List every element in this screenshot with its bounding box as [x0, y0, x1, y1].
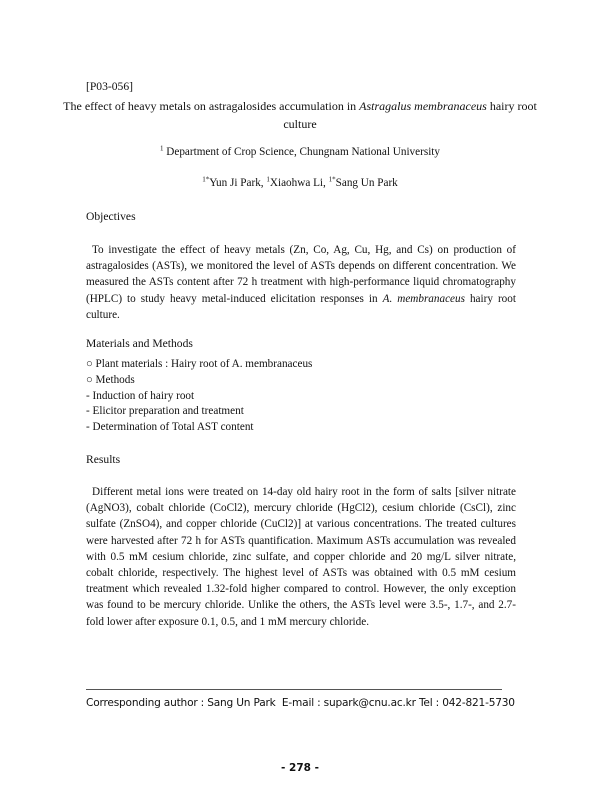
author-list [0, 177, 600, 189]
author-name: Yun Ji Park, [209, 177, 267, 189]
tel-value: 042-821-5730 [442, 697, 515, 709]
affiliation [0, 146, 600, 158]
corresponding-author [86, 697, 515, 709]
tel-label: Tel : [418, 697, 443, 709]
list-item: ○ Methods [86, 373, 135, 386]
paper-title [60, 97, 540, 133]
affiliation-marker: 1 [159, 144, 164, 153]
objectives-heading: Objectives [86, 210, 136, 223]
objectives-text-body: To investigate the effect of heavy metals (Zn, Co, Ag, Cu, Hg, and Cs) on production of astragalosides (ASTs), we monitored the level of ASTs depends on different concentration. We measured the ASTs content after 72 h treatment with high-performance liquid chromatography (HPLC) to study heavy metal-induced elicitation responses in [86, 244, 516, 305]
footer-divider [86, 689, 502, 690]
results-text: Different metal ions were treated on 14-day old hairy root in the form of salts [silver nitrate (AgNO3), cobalt chloride (CoCl2), mercury chloride (HgCl2), cesium chloride (CsCl), zinc sulfate (ZnSO4), and copper chloride (CuCl2)] at various concentrations. The treated cultures were harvested after 72 h for ASTs quantification. Maximum ASTs accumulation was revealed with 0.5 mM cesium chloride, zinc sulfate, and copper chloride and 20 mg/L silver nitrate, cobalt chloride, respectively. The highest level of ASTs was obtained with 0.5 mM cesium treatment which revealed 1.32-fold higher compared to control. However, the only exception was found to be mercury chloride. Unlike the others, the ASTs level were 3.5-, 1.7-, and 2.7-fold lower after exposure 0.1, 0.5, and 1 mM mercury chloride. [86, 486, 516, 628]
abstract-code: [P03-056] [86, 80, 134, 93]
title-species: Astragalus membranaceus [359, 99, 487, 113]
list-item: ○ Plant materials : Hairy root of A. membranaceus [86, 358, 313, 370]
results-heading: Results [86, 453, 121, 466]
author-marker: 1* [202, 175, 210, 184]
author-marker: 1 [266, 175, 270, 184]
title-text: The effect of heavy metals on astragalosides accumulation in [63, 99, 360, 113]
author-name: Xiaohwa Li, [269, 177, 329, 189]
objectives-text [86, 242, 516, 323]
author-marker: 1* [328, 175, 336, 184]
title-text-end: hairy root culture [283, 99, 537, 131]
affiliation-text: Department of Crop Science, Chungnam National University [163, 146, 440, 158]
author-name: Sang Un Park [207, 697, 276, 709]
page-number: - 278 - [281, 762, 319, 774]
list-item: - Induction of hairy root [86, 389, 195, 402]
author-label: Corresponding author : [86, 697, 208, 709]
objectives-species: A. membranaceus [382, 292, 465, 305]
list-item: - Determination of Total AST content [86, 421, 254, 434]
methods-list [86, 357, 312, 436]
list-item: - Elicitor preparation and treatment [86, 405, 244, 418]
email-label: E-mail : [281, 697, 324, 709]
email-value[interactable]: supark@cnu.ac.kr [323, 697, 416, 709]
methods-heading: Materials and Methods [86, 337, 193, 350]
objectives-text-end: hairy root culture. [86, 292, 516, 321]
author-name: Sang Un Park [335, 177, 398, 189]
